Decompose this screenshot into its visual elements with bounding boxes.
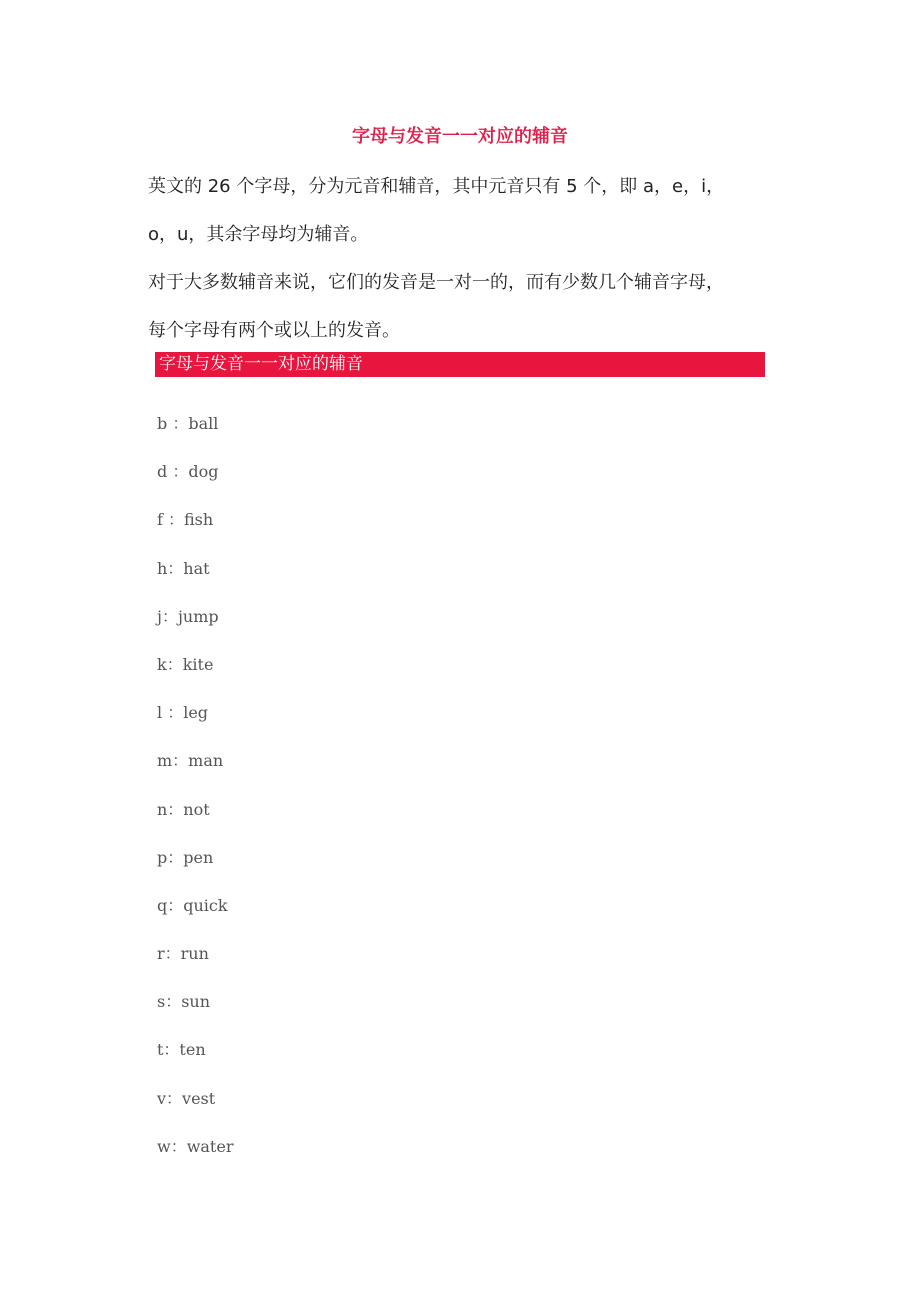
intro-paragraph-line-4: 每个字母有两个或以上的发音。	[148, 320, 400, 341]
consonant-item-w: w：water	[157, 1136, 234, 1156]
intro-paragraph-line-3: 对于大多数辅音来说，它们的发音是一对一的，而有少数几个辅音字母，	[148, 272, 724, 293]
consonant-item-s: s：sun	[157, 992, 211, 1012]
consonant-item-k: k：kite	[157, 654, 214, 674]
section-heading-banner: 字母与发音一一对应的辅音	[155, 352, 765, 377]
consonant-item-f: f ：fish	[157, 510, 214, 530]
consonant-item-p: p：pen	[157, 847, 214, 867]
consonant-item-n: n：not	[157, 799, 210, 819]
consonant-item-d: d ：dog	[157, 462, 219, 482]
consonant-item-j: j：jump	[157, 606, 219, 626]
consonant-item-m: m：man	[157, 751, 224, 771]
consonant-item-t: t：ten	[157, 1040, 206, 1060]
consonant-item-h: h：hat	[157, 558, 210, 578]
consonant-item-q: q：quick	[157, 895, 228, 915]
intro-paragraph-line-1: 英文的 26 个字母，分为元音和辅音，其中元音只有 5 个，即 a，e，i，	[148, 176, 725, 197]
page-title: 字母与发音一一对应的辅音	[352, 126, 568, 147]
intro-paragraph-line-2: o，u，其余字母均为辅音。	[148, 224, 369, 245]
consonant-list	[157, 412, 233, 1183]
consonant-item-v: v：vest	[157, 1088, 216, 1108]
consonant-item-b: b ：ball	[157, 414, 219, 433]
consonant-item-r: r：run	[157, 944, 209, 964]
consonant-item-l: l ：leg	[157, 703, 209, 723]
